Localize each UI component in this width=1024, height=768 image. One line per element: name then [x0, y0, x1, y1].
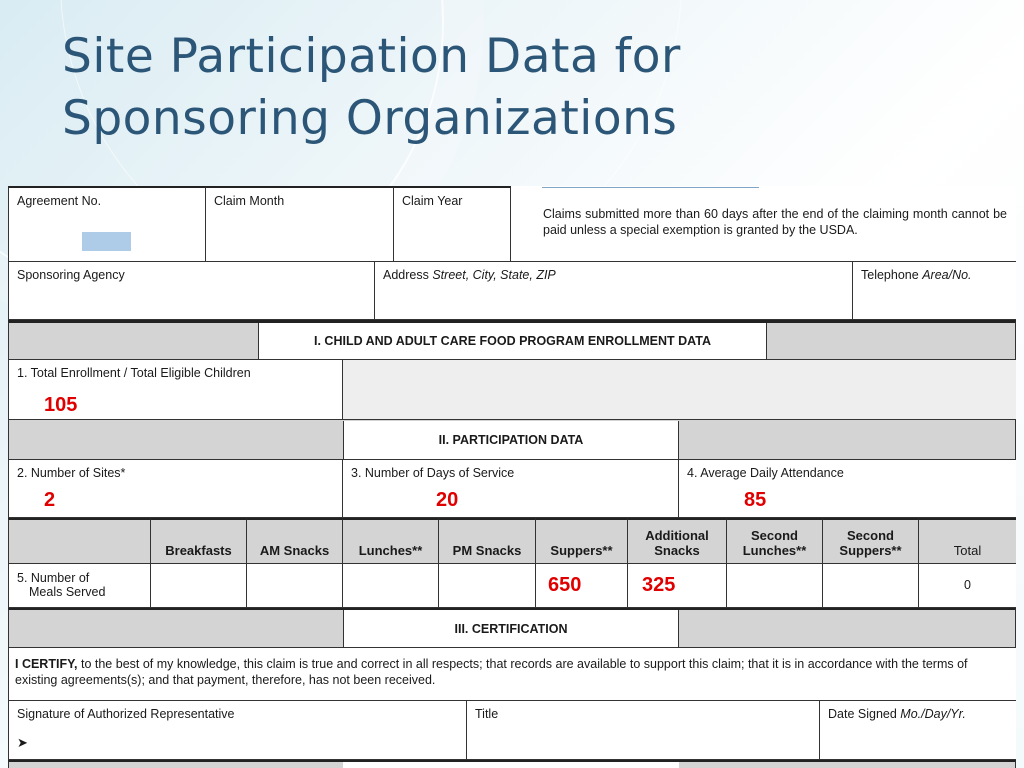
section2-title: II. PARTICIPATION DATA — [343, 421, 679, 459]
breakfasts-input[interactable] — [151, 564, 247, 608]
claim-form — [8, 186, 1016, 768]
signature-field[interactable] — [8, 701, 467, 760]
title-label: Title — [475, 707, 499, 721]
second-lunches-input[interactable] — [727, 564, 823, 608]
meals-header-blank — [8, 518, 151, 564]
total-enrollment-shaded — [343, 360, 1016, 420]
col-am-snacks: AM Snacks — [247, 518, 343, 564]
average-daily-attendance-field[interactable] — [679, 460, 1016, 518]
next-section-title-stub — [343, 762, 679, 768]
section1-title: I. CHILD AND ADULT CARE FOOD PROGRAM ENROLLMENT DATA — [258, 323, 767, 359]
total-meals-field — [919, 564, 1016, 608]
claim-year-label: Claim Year — [402, 194, 463, 208]
col-lunches: Lunches** — [343, 518, 439, 564]
number-of-sites-value: 2 — [44, 489, 56, 511]
col-second-suppers: Second Suppers** — [823, 518, 919, 564]
certify-bold: I CERTIFY, — [15, 657, 78, 671]
signature-arrow-icon: ➤ — [17, 735, 28, 750]
address-hint: Street, City, State, ZIP — [432, 268, 556, 282]
meals-served-row-label — [8, 564, 151, 608]
pm-snacks-input[interactable] — [439, 564, 536, 608]
address-field[interactable] — [375, 262, 853, 320]
total-meals-value: 0 — [964, 578, 971, 592]
agreement-no-input-highlight[interactable] — [82, 232, 131, 251]
col-additional-snacks: Additional Snacks — [628, 518, 727, 564]
lunches-input[interactable] — [343, 564, 439, 608]
total-enrollment-label: 1. Total Enrollment / Total Eligible Children — [17, 366, 251, 380]
sponsoring-agency-label: Sponsoring Agency — [17, 268, 125, 282]
col-second-lunches: Second Lunches** — [727, 518, 823, 564]
late-claim-notice: Claims submitted more than 60 days after the end of the claiming month cannot be paid unless a special exemption is granted by the USDA. — [543, 207, 1007, 237]
days-of-service-value: 20 — [436, 489, 459, 511]
date-signed-hint: Mo./Day/Yr. — [900, 707, 966, 721]
col-total: Total — [919, 518, 1016, 564]
average-daily-attendance-label: 4. Average Daily Attendance — [687, 466, 844, 480]
meals-served-label-line1: 5. Number of — [17, 571, 90, 585]
second-suppers-input[interactable] — [823, 564, 919, 608]
agreement-no-label: Agreement No. — [17, 194, 102, 208]
am-snacks-input[interactable] — [247, 564, 343, 608]
meals-served-label-line2: Meals Served — [29, 585, 106, 599]
col-suppers: Suppers** — [536, 518, 628, 564]
signature-label: Signature of Authorized Representative — [17, 707, 235, 721]
slide-title-line2: Sponsoring Organizations — [62, 91, 678, 146]
days-of-service-field[interactable] — [343, 460, 679, 518]
claim-year-field[interactable] — [394, 186, 511, 262]
certification-statement — [8, 648, 1016, 701]
average-daily-attendance-value: 85 — [744, 489, 767, 511]
additional-snacks-value: 325 — [642, 574, 676, 596]
address-label: Address — [383, 268, 429, 282]
telephone-hint: Area/No. — [922, 268, 972, 282]
col-breakfasts: Breakfasts — [151, 518, 247, 564]
number-of-sites-label: 2. Number of Sites* — [17, 466, 126, 480]
date-signed-field[interactable] — [820, 701, 1016, 760]
claim-month-label: Claim Month — [214, 194, 285, 208]
total-enrollment-value: 105 — [44, 394, 78, 416]
date-signed-label: Date Signed — [828, 707, 897, 721]
telephone-label: Telephone — [861, 268, 919, 282]
col-pm-snacks: PM Snacks — [439, 518, 536, 564]
telephone-field[interactable] — [853, 262, 1016, 320]
sponsoring-agency-field[interactable] — [8, 262, 375, 320]
number-of-sites-field[interactable] — [8, 460, 343, 518]
days-of-service-label: 3. Number of Days of Service — [351, 466, 515, 480]
title-field[interactable] — [467, 701, 820, 760]
suppers-value: 650 — [548, 574, 582, 596]
certify-text: to the best of my knowledge, this claim is true and correct in all respects; that records are available to support this claim; that it is in accordance with the terms of existing agreements(s); and that payment, therefore, has not been received. — [15, 657, 968, 687]
section3-title: III. CERTIFICATION — [343, 610, 679, 647]
slide-title — [62, 26, 681, 150]
slide-title-line1: Site Participation Data for — [62, 29, 681, 84]
claim-month-field[interactable] — [206, 186, 394, 262]
